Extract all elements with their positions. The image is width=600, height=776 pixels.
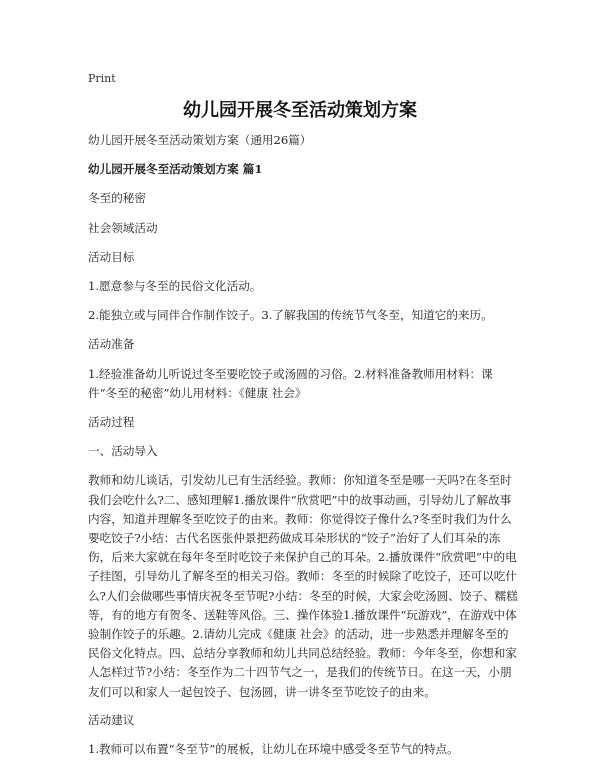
document-subtitle: 幼儿园开展冬至活动策划方案（通用26篇）	[88, 133, 312, 147]
topic-text: 冬至的秘密	[88, 191, 146, 206]
goal-item-1: 1.愿意参与冬至的民俗文化活动。	[88, 279, 262, 294]
process-text: 教师和幼儿谈话，引发幼儿已有生活经验。教师：你知道冬至是哪一天吗?在冬至时我们会吃什么?二、感知理解1.播放课件“欣赏吧”中的故事动画，引导幼儿了解故事内容，知道并理解冬至吃饺子的由来。教师：你觉得饺子像什么?冬至时我们为什么要吃饺子?小结：古代名医张仲景把药做成耳朵形状的“饺子”治好了人们耳朵的冻伤，后来大家就在每年冬至时吃饺子来保护自己的耳朵。2.播放课件“欣赏吧”中的电子挂图，引导幼儿了解冬至的相关习俗。教师：冬至的时候除了吃饺子，还可以吃什么?人们会做哪些事情庆祝冬至节呢?小结：冬至的时候，大家会吃汤圆、饺子、糯糕等，有的地方有贺冬、送鞋等风俗。三、操作体验1.播放课件“玩游戏”，在游戏中体验制作饺子的乐趣。2.请幼儿完成《健康 社会》的活动，进一步熟悉并理解冬至的民俗文化特点。四、总结分享教师和幼儿共同总结经验。教师：今年冬至，你想和家人怎样过节?小结：冬至作为二十四节气之一，是我们的传统节日。在这一天，小朋友们可以和家人一起包饺子、包汤圆，讲一讲冬至节吃饺子的由来。	[88, 473, 518, 699]
suggest-item-1: 1.教师可以布置“冬至节”的展板，让幼儿在环境中感受冬至节气的特点。	[88, 742, 459, 757]
print-label[interactable]: Print	[88, 72, 116, 85]
prep-heading: 活动准备	[88, 337, 135, 352]
goal-item-2: 2.能独立或与同伴合作制作饺子。3.了解我国的传统节气冬至，知道它的来历。	[88, 308, 493, 323]
suggest-heading: 活动建议	[88, 712, 135, 727]
page-title: 幼儿园开展冬至活动策划方案	[183, 100, 417, 121]
step-1-heading: 一、活动导入	[88, 444, 158, 459]
goals-heading: 活动目标	[88, 249, 135, 264]
process-heading: 活动过程	[88, 415, 135, 430]
prep-text: 1.经验准备幼儿听说过冬至要吃饺子或汤圆的习俗。2.材料准备教师用材料：课件“冬至的秘密”幼儿用材料：《健康 社会》	[88, 366, 493, 400]
section-title: 幼儿园开展冬至活动策划方案 篇1	[88, 162, 263, 177]
document-body	[88, 131, 520, 769]
field-text: 社会领域活动	[88, 220, 158, 235]
